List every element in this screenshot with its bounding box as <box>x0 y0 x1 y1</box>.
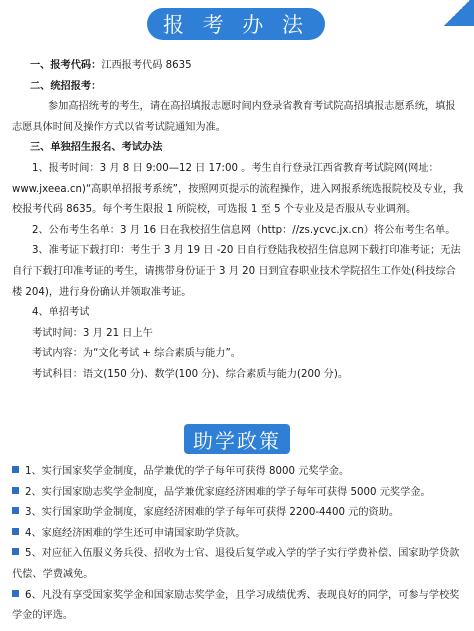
paragraph-candidate-list: 2、公布考生名单：3 月 16 日在我校招生信息网（http：//zs.ycvc.jx.cn）将公布考生名单。 <box>32 224 456 236</box>
single-label: 三、单独招生报名、考试办法 <box>30 142 163 154</box>
code-value: 江西报考代码 8635 <box>101 60 192 71</box>
exam-time: 考试时间：3 月 21 日上午 <box>32 327 153 339</box>
financial-aid-title-banner: 助学政策 <box>184 424 290 454</box>
square-bullet-icon <box>12 528 19 535</box>
list-item: 4、家庭经济困难的学生还可申请国家助学贷款。 <box>12 524 468 545</box>
corner-decoration <box>440 0 474 26</box>
list-item: 6、凡没有享受国家奖学金和国家励志奖学金，且学习成绩优秀、表现良好的同学，可参与学校奖学金的评选。 <box>12 589 460 622</box>
unified-label: 二、统招报考： <box>30 80 102 92</box>
square-bullet-icon <box>12 466 19 473</box>
list-item: 1、实行国家奖学金制度，品学兼优的学子每年可获得 8000 元奖学金。 <box>12 462 468 483</box>
code-label: 一、报考代码： <box>30 60 102 71</box>
list-item: 3、实行国家助学金制度，家庭经济困难的学子每年可获得 2200-4400 元的资助。 <box>12 503 468 524</box>
application-methods-section <box>12 56 464 386</box>
list-item: 5、对应征入伍服义务兵役、招收为士官、退役后复学或入学的学子实行学费补偿、国家助学贷款代偿、学费减免。 <box>12 548 460 580</box>
paragraph-admission-ticket: 3、准考证下载打印：考生于 3 月 19 日 -20 日自行登陆我校招生信息网下载打印准考证；无法自行下载打印准考证的考生，请携带身份证于 3 月 20 日到宜春职业技术学院招生工作处(科技综合楼 204)，进行身份确认并领取准考证。 <box>12 245 461 298</box>
exam-subjects: 考试科目：语文(150 分)、数学(100 分)、综合素质与能力(200 分)。 <box>32 368 349 380</box>
square-bullet-icon <box>12 487 19 494</box>
section-title-banner: 报 考 办 法 <box>147 8 325 40</box>
square-bullet-icon <box>12 507 19 514</box>
list-item: 2、实行国家励志奖学金制度，品学兼优家庭经济困难的学子每年可获得 5000 元奖学金。 <box>12 483 468 504</box>
financial-aid-section <box>12 462 468 627</box>
unified-text: 参加高招统考的考生，请在高招填报志愿时间内登录省教育考试院高招填报志愿系统，填报志愿具体时间及操作方式以省考试院通知为准。 <box>12 101 456 133</box>
exam-content: 考试内容：为“文化考试 + 综合素质与能力”。 <box>32 348 241 360</box>
square-bullet-icon <box>12 548 19 555</box>
code-line <box>12 56 464 77</box>
exam-title: 4、单招考试 <box>32 307 90 319</box>
paragraph-registration: 1、报考时间：3 月 8 日 9:00—12 日 17:00 。考生自行登录江西省教育考试院网(网址：www.jxeea.cn)“高职单招报考系统”，按照网页提示的流程操作，进入网报系统选报院校及专业，我校报考代码 8635。每个考生限报 1 所院校，可选报 1 至 5 个专业及是否服从专业调剂。 <box>12 162 464 216</box>
square-bullet-icon <box>12 590 19 597</box>
